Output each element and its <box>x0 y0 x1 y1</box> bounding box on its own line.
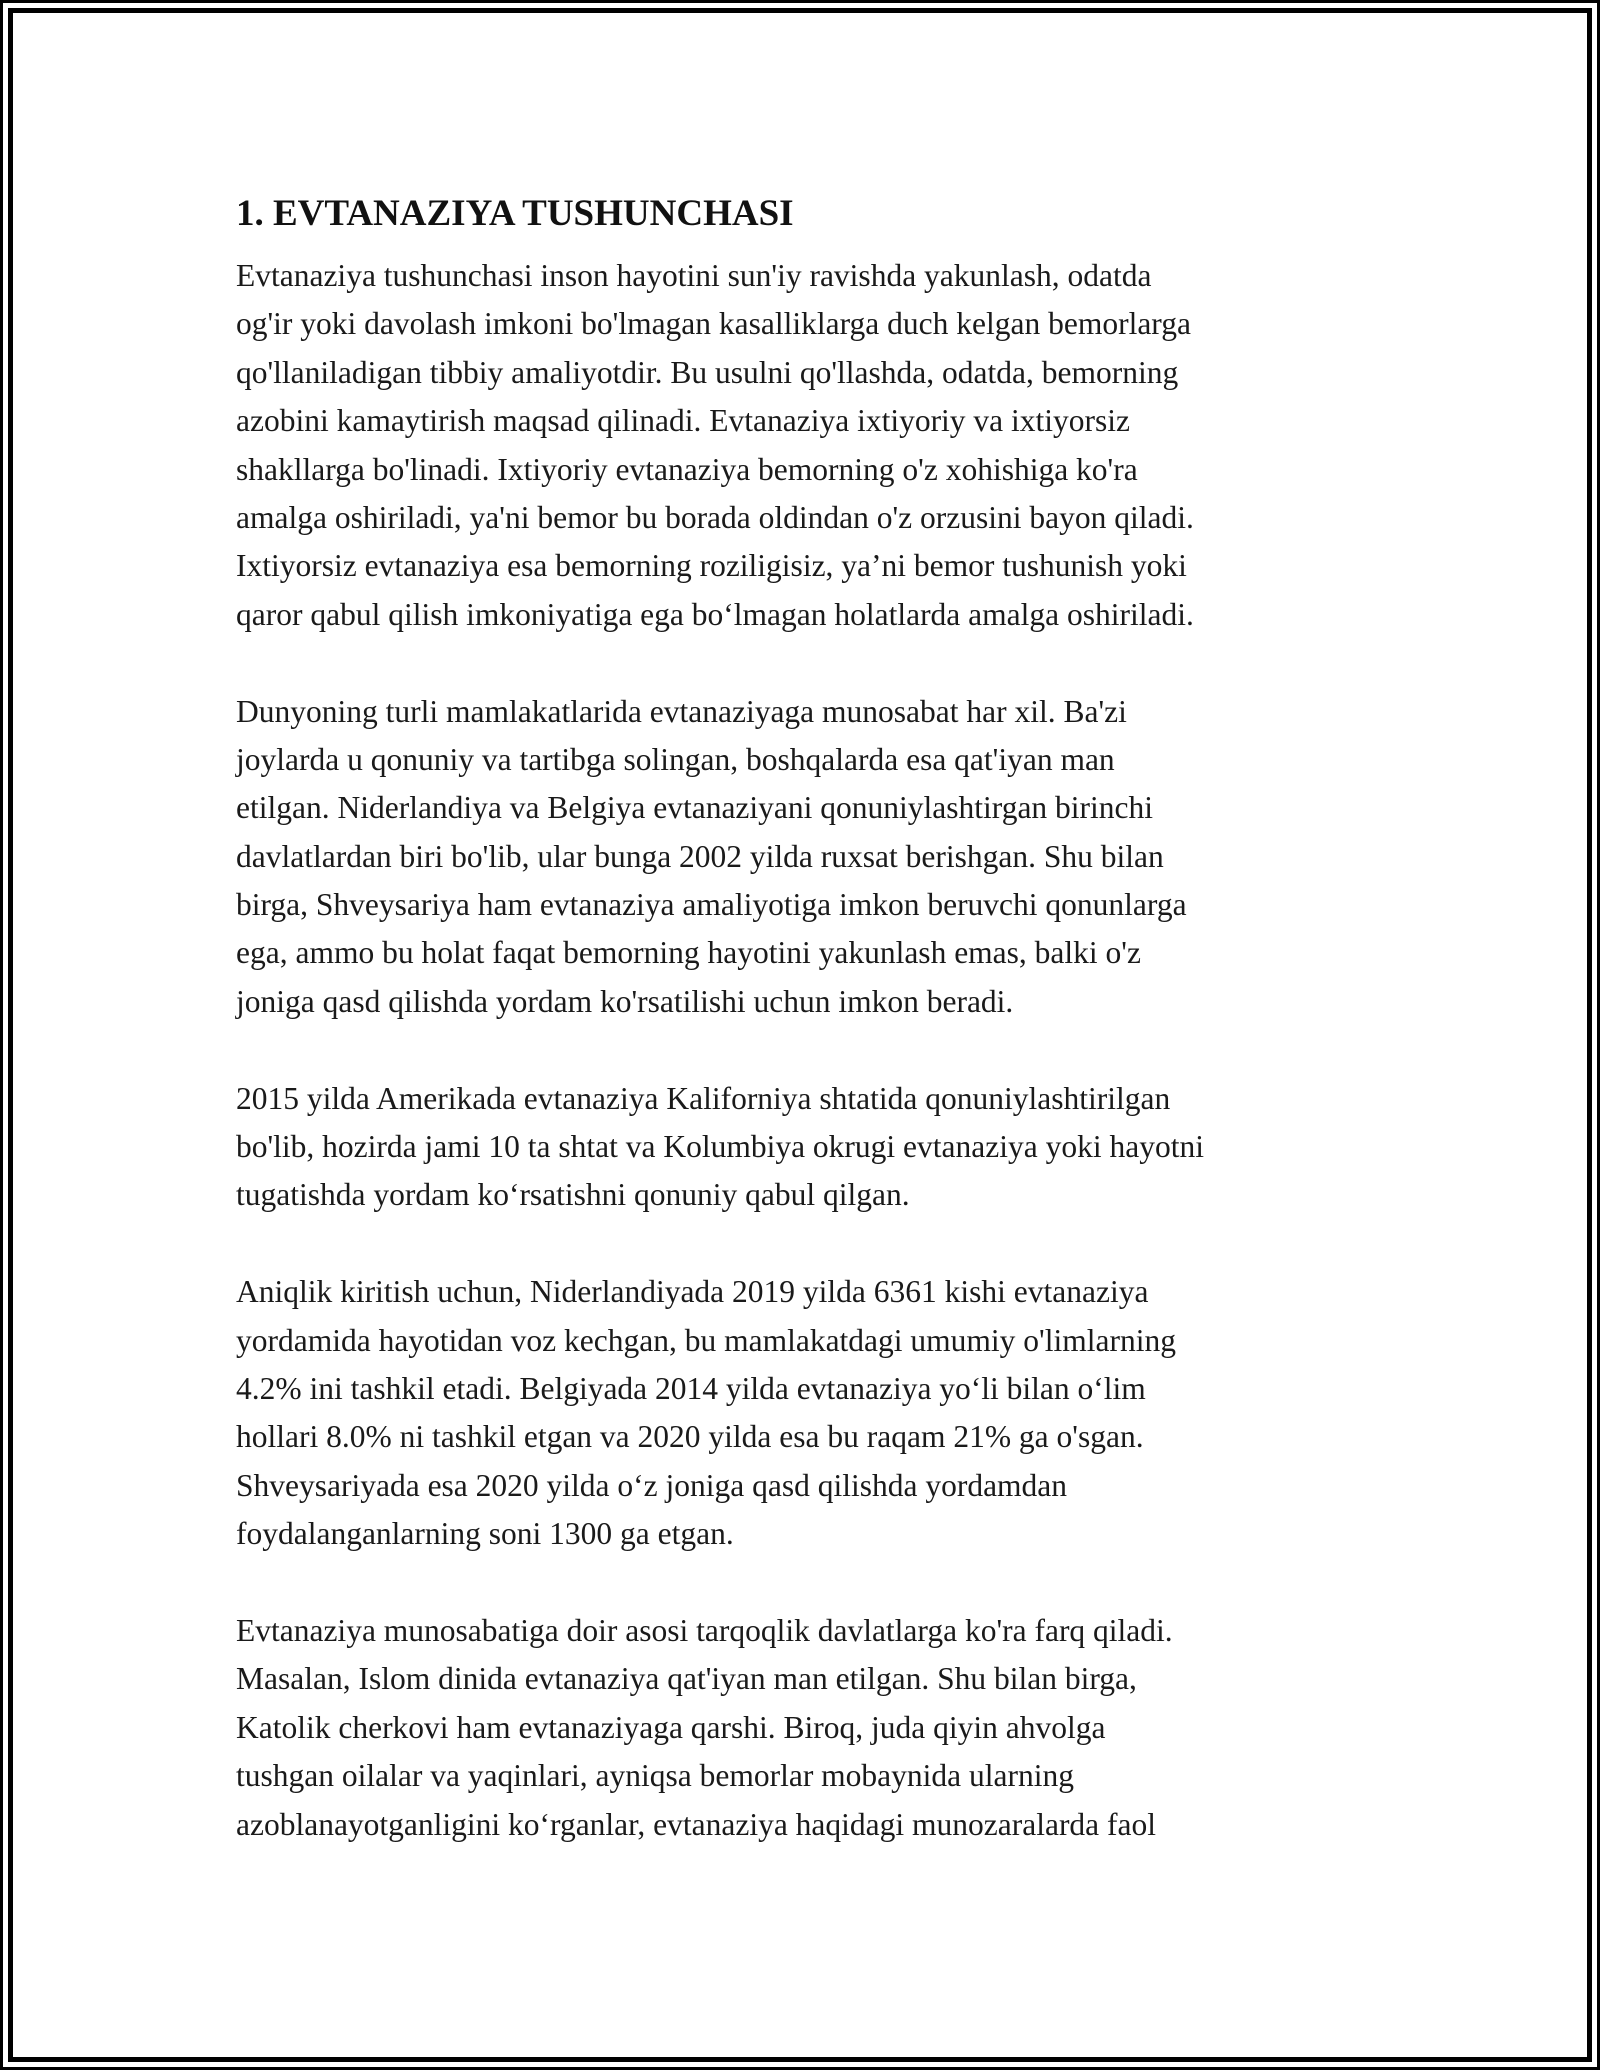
paragraph-america <box>236 1075 1376 1220</box>
text-line: Ixtiyorsiz evtanaziya esa bemorning roziligisiz, ya’ni bemor tushunish yoki <box>236 548 1187 584</box>
paragraph-religion <box>236 1607 1376 1849</box>
text-line: foydalanganlarning soni 1300 ga etgan. <box>236 1516 734 1552</box>
paragraph-countries <box>236 688 1376 1027</box>
text-line: amalga oshiriladi, ya'ni bemor bu borada oldindan o'z orzusini bayon qiladi. <box>236 499 1194 535</box>
text-line: qo'llaniladigan tibbiy amaliyotdir. Bu usulni qo'llashda, odatda, bemorning <box>236 354 1179 390</box>
document-body <box>236 184 1376 1897</box>
text-line: yordamida hayotidan voz kechgan, bu mamlakatdagi umumiy o'limlarning <box>236 1322 1176 1358</box>
text-line: azobini kamaytirish maqsad qilinadi. Evtanaziya ixtiyoriy va ixtiyorsiz <box>236 403 1131 439</box>
text-line: Masalan, Islom dinida evtanaziya qat'iyan man etilgan. Shu bilan birga, <box>236 1661 1137 1697</box>
text-line: tushgan oilalar va yaqinlari, ayniqsa bemorlar mobaynida ularning <box>236 1758 1074 1794</box>
text-line: shakllarga bo'linadi. Ixtiyoriy evtanaziya bemorning o'z xohishiga ko'ra <box>236 451 1138 487</box>
text-line: davlatlardan biri bo'lib, ular bunga 2002 yilda ruxsat berishgan. Shu bilan <box>236 838 1164 874</box>
paragraph-definition <box>236 252 1376 639</box>
text-line: bo'lib, hozirda jami 10 ta shtat va Kolumbiya okrugi evtanaziya yoki hayotni <box>236 1129 1204 1165</box>
text-line: hollari 8.0% ni tashkil etgan va 2020 yilda esa bu raqam 21% ga o'sgan. <box>236 1419 1144 1455</box>
text-line: etilgan. Niderlandiya va Belgiya evtanaziyani qonuniylashtirgan birinchi <box>236 790 1154 826</box>
text-line: og'ir yoki davolash imkoni bo'lmagan kasalliklarga duch kelgan bemorlarga <box>236 306 1191 342</box>
text-line: Shveysariyada esa 2020 yilda o‘z joniga qasd qilishda yordamdan <box>236 1467 1068 1503</box>
text-line: 4.2% ini tashkil etadi. Belgiyada 2014 yilda evtanaziya yo‘li bilan o‘lim <box>236 1370 1146 1406</box>
text-line: Aniqlik kiritish uchun, Niderlandiyada 2019 yilda 6361 kishi evtanaziya <box>236 1274 1149 1310</box>
paragraph-statistics <box>236 1268 1376 1558</box>
text-line: Dunyoning turli mamlakatlarida evtanaziyaga munosabat har xil. Ba'zi <box>236 693 1127 729</box>
text-line: tugatishda yordam ko‘rsatishni qonuniy qabul qilgan. <box>236 1177 910 1213</box>
text-line: joniga qasd qilishda yordam ko'rsatilishi uchun imkon beradi. <box>236 983 1014 1019</box>
text-line: qaror qabul qilish imkoniyatiga ega bo‘lmagan holatlarda amalga oshiriladi. <box>236 596 1194 632</box>
text-line: Evtanaziya munosabatiga doir asosi tarqoqlik davlatlarga ko'ra farq qiladi. <box>236 1612 1173 1648</box>
text-line: Katolik cherkovi ham evtanaziyaga qarshi. Biroq, juda qiyin ahvolga <box>236 1709 1106 1745</box>
section-heading: 1. EVTANAZIYA TUSHUNCHASI <box>236 193 794 234</box>
text-line: 2015 yilda Amerikada evtanaziya Kaliforniya shtatida qonuniylashtirilgan <box>236 1080 1171 1116</box>
text-line: joylarda u qonuniy va tartibga solingan, boshqalarda esa qat'iyan man <box>236 741 1115 777</box>
text-line: ega, ammo bu holat faqat bemorning hayotini yakunlash emas, balki o'z <box>236 935 1141 971</box>
text-line: Evtanaziya tushunchasi inson hayotini sun'iy ravishda yakunlash, odatda <box>236 258 1152 293</box>
text-line: birga, Shveysariya ham evtanaziya amaliyotiga imkon beruvchi qonunlarga <box>236 887 1187 923</box>
text-line: azoblanayotganligini ko‘rganlar, evtanaziya haqidagi munozaralarda faol <box>236 1806 1157 1842</box>
